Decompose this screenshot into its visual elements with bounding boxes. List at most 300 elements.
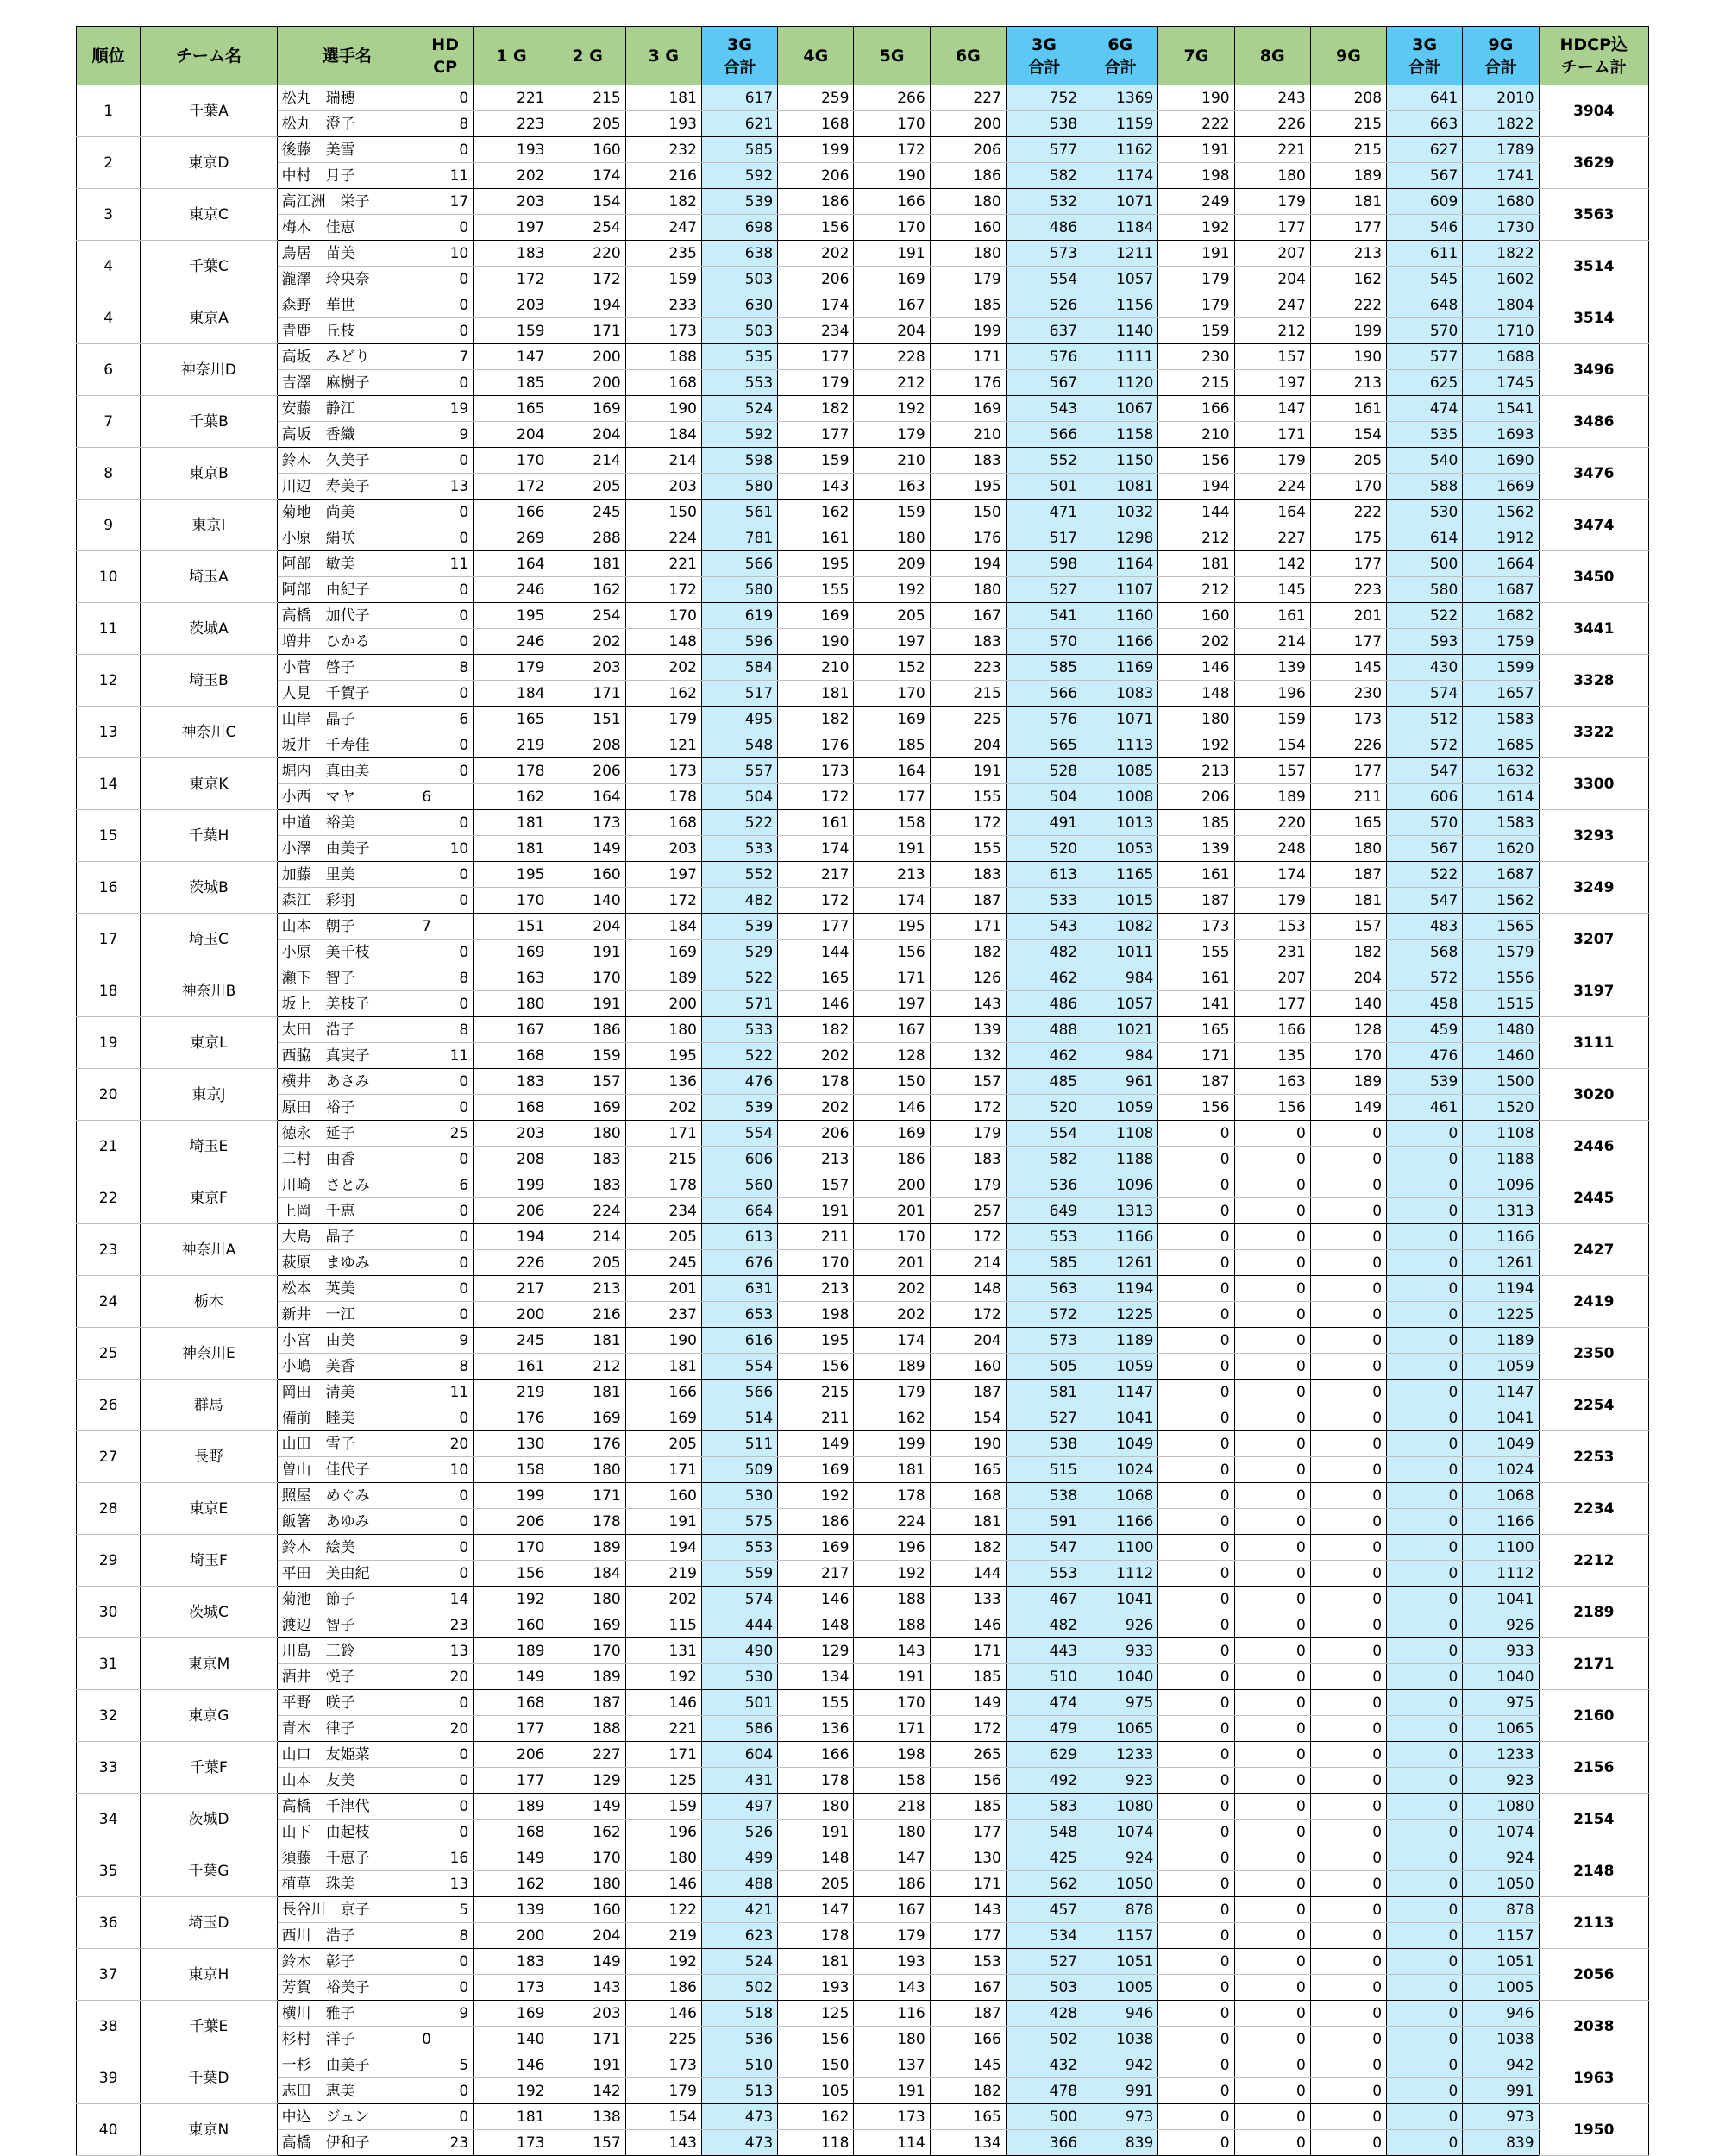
score-cell: 179 [930,1172,1006,1198]
score-cell: 157 [1310,914,1386,940]
rank-cell: 26 [77,1380,141,1431]
score-cell: 580 [1387,577,1463,603]
score-cell: 625 [1387,370,1463,396]
score-cell: 553 [701,1535,777,1561]
score-cell: 553 [1006,1561,1082,1587]
table-row [77,267,1649,292]
team-total-cell: 2156 [1539,1742,1648,1794]
score-cell: 0 [1158,1457,1234,1483]
score-cell: 492 [1006,1768,1082,1794]
score-cell: 173 [1310,707,1386,732]
score-cell: 219 [474,1380,549,1405]
team-name-cell: 埼玉E [141,1121,277,1172]
score-cell: 541 [1006,603,1082,629]
hdcp-cell: 13 [417,474,474,500]
player-name-cell: 小嶋 美香 [277,1354,417,1380]
score-cell: 1685 [1463,732,1539,758]
score-cell: 169 [778,1535,854,1561]
score-cell: 179 [625,707,701,732]
score-cell: 181 [625,85,701,111]
score-cell: 187 [549,1690,625,1716]
score-cell: 490 [701,1638,777,1664]
column-header: 3G 合計 [701,27,777,85]
rank-cell: 1 [77,85,141,137]
hdcp-cell: 0 [417,1742,474,1768]
score-cell: 142 [1234,551,1310,577]
score-cell: 116 [854,2001,930,2027]
score-cell: 235 [625,241,701,267]
hdcp-cell: 0 [417,862,474,888]
score-cell: 961 [1082,1069,1158,1095]
hdcp-cell: 20 [417,1431,474,1457]
score-cell: 191 [854,2078,930,2104]
score-cell: 231 [1234,940,1310,965]
score-cell: 575 [701,1509,777,1535]
score-cell: 169 [549,1405,625,1431]
hdcp-cell: 0 [417,448,474,474]
table-row [77,137,1649,163]
score-cell: 500 [1006,2104,1082,2130]
score-cell: 207 [1234,965,1310,991]
score-cell: 161 [778,810,854,836]
score-cell: 143 [778,474,854,500]
score-cell: 181 [778,681,854,707]
score-cell: 197 [1234,370,1310,396]
score-cell: 0 [1234,1664,1310,1690]
team-total-cell: 3514 [1539,241,1648,292]
table-row [77,189,1649,215]
player-name-cell: 照屋 めぐみ [277,1483,417,1509]
score-cell: 210 [930,422,1006,448]
table-row [77,422,1649,448]
hdcp-cell: 0 [417,681,474,707]
player-name-cell: 小菅 啓子 [277,655,417,681]
score-cell: 524 [701,396,777,422]
score-cell: 199 [778,137,854,163]
score-cell: 171 [549,681,625,707]
score-cell: 0 [1310,1587,1386,1612]
table-row [77,1664,1649,1690]
score-cell: 1008 [1082,784,1158,810]
score-cell: 530 [701,1664,777,1690]
score-cell: 593 [1387,629,1463,655]
score-cell: 195 [778,551,854,577]
player-name-cell: 松丸 瑞穂 [277,85,417,111]
hdcp-cell: 8 [417,1354,474,1380]
score-cell: 1111 [1082,344,1158,370]
table-row [77,1198,1649,1224]
score-cell: 176 [778,732,854,758]
hdcp-cell: 11 [417,163,474,189]
score-cell: 1225 [1463,1302,1539,1328]
hdcp-cell: 9 [417,1328,474,1354]
score-cell: 0 [1387,1638,1463,1664]
player-name-cell: 山本 友美 [277,1768,417,1794]
score-cell: 0 [1158,2078,1234,2104]
score-cell: 173 [474,2130,549,2156]
table-row [77,1897,1649,1923]
player-name-cell: 太田 浩子 [277,1017,417,1043]
score-cell: 1369 [1082,85,1158,111]
hdcp-cell: 0 [417,525,474,551]
score-cell: 1710 [1463,318,1539,344]
score-cell: 366 [1006,2130,1082,2156]
score-cell: 182 [1310,940,1386,965]
hdcp-cell: 6 [417,784,474,810]
score-cell: 169 [854,267,930,292]
score-cell: 1041 [1463,1587,1539,1612]
score-cell: 202 [625,1095,701,1121]
rank-cell: 4 [77,292,141,344]
score-cell: 200 [854,1172,930,1198]
player-name-cell: 川辺 寿美子 [277,474,417,500]
score-cell: 254 [549,215,625,241]
score-cell: 162 [778,500,854,525]
hdcp-cell: 7 [417,914,474,940]
score-cell: 149 [930,1690,1006,1716]
score-cell: 186 [778,189,854,215]
team-name-cell: 東京G [141,1690,277,1742]
score-cell: 179 [930,1121,1006,1147]
score-cell: 246 [474,577,549,603]
score-cell: 121 [625,732,701,758]
team-name-cell: 群馬 [141,1380,277,1431]
score-cell: 606 [1387,784,1463,810]
score-cell: 0 [1234,1923,1310,1949]
score-cell: 177 [930,1820,1006,1845]
score-cell: 183 [474,1949,549,1975]
player-name-cell: 松本 英美 [277,1276,417,1302]
score-cell: 181 [1310,189,1386,215]
score-cell: 984 [1082,965,1158,991]
score-cell: 177 [854,784,930,810]
score-cell: 0 [1158,1845,1234,1871]
score-cell: 522 [1387,862,1463,888]
score-cell: 169 [474,940,549,965]
score-cell: 214 [549,1224,625,1250]
score-cell: 206 [549,758,625,784]
score-cell: 1057 [1082,991,1158,1017]
score-cell: 1565 [1463,914,1539,940]
score-cell: 217 [778,1561,854,1587]
score-cell: 0 [1158,1612,1234,1638]
score-cell: 143 [854,1638,930,1664]
player-name-cell: 二村 由香 [277,1147,417,1172]
score-cell: 568 [1387,940,1463,965]
score-cell: 226 [1310,732,1386,758]
score-cell: 146 [1158,655,1234,681]
score-cell: 1015 [1082,888,1158,914]
score-cell: 147 [1234,396,1310,422]
score-cell: 611 [1387,241,1463,267]
score-cell: 458 [1387,991,1463,1017]
score-cell: 520 [1006,1095,1082,1121]
score-cell: 169 [854,707,930,732]
score-cell: 0 [1310,1509,1386,1535]
score-cell: 0 [1158,1328,1234,1354]
table-row [77,2130,1649,2156]
player-name-cell: 大島 晶子 [277,1224,417,1250]
score-cell: 215 [930,681,1006,707]
score-cell: 1664 [1463,551,1539,577]
score-cell: 501 [1006,474,1082,500]
score-cell: 158 [474,1457,549,1483]
score-cell: 171 [930,344,1006,370]
score-cell: 0 [1310,1250,1386,1276]
score-cell: 0 [1310,2078,1386,2104]
score-cell: 1100 [1082,1535,1158,1561]
score-cell: 150 [778,2052,854,2078]
score-cell: 529 [701,940,777,965]
table-row [77,1742,1649,1768]
score-cell: 1038 [1082,2027,1158,2052]
table-row [77,344,1649,370]
score-cell: 1053 [1082,836,1158,862]
score-cell: 0 [1387,1147,1463,1172]
score-cell: 154 [1234,732,1310,758]
score-cell: 577 [1006,137,1082,163]
score-cell: 183 [930,629,1006,655]
score-cell: 183 [549,1172,625,1198]
score-cell: 177 [930,1923,1006,1949]
team-name-cell: 東京A [141,292,277,344]
score-cell: 592 [701,163,777,189]
player-name-cell: 植草 珠美 [277,1871,417,1897]
score-cell: 161 [1234,603,1310,629]
score-cell: 193 [854,1949,930,1975]
score-cell: 1085 [1082,758,1158,784]
score-cell: 219 [625,1923,701,1949]
score-cell: 179 [930,267,1006,292]
score-cell: 1049 [1463,1431,1539,1457]
score-cell: 128 [854,1043,930,1069]
score-cell: 1759 [1463,629,1539,655]
score-cell: 159 [778,448,854,474]
score-cell: 156 [778,2027,854,2052]
table-row [77,914,1649,940]
score-cell: 206 [778,163,854,189]
score-cell: 174 [854,888,930,914]
score-cell: 0 [1310,2001,1386,2027]
score-cell: 619 [701,603,777,629]
player-name-cell: 高橋 千津代 [277,1794,417,1820]
table-row [77,1224,1649,1250]
score-cell: 528 [1006,758,1082,784]
hdcp-cell: 0 [417,810,474,836]
score-cell: 254 [549,603,625,629]
score-cell: 1166 [1082,1224,1158,1250]
team-name-cell: 神奈川E [141,1328,277,1380]
score-cell: 192 [625,1949,701,1975]
score-cell: 1687 [1463,577,1539,603]
hdcp-cell: 0 [417,500,474,525]
score-cell: 559 [701,1561,777,1587]
score-cell: 580 [701,474,777,500]
hdcp-cell: 0 [417,1069,474,1095]
score-cell: 1068 [1082,1483,1158,1509]
team-total-cell: 2148 [1539,1845,1648,1897]
score-cell: 225 [930,707,1006,732]
score-cell: 259 [778,85,854,111]
score-cell: 147 [778,1897,854,1923]
score-cell: 205 [549,1250,625,1276]
team-total-cell: 3328 [1539,655,1648,707]
score-cell: 502 [701,1975,777,2001]
score-cell: 164 [854,758,930,784]
score-cell: 170 [854,1224,930,1250]
score-cell: 212 [1158,577,1234,603]
score-cell: 975 [1082,1690,1158,1716]
table-row [77,370,1649,396]
score-cell: 182 [625,189,701,215]
score-cell: 1562 [1463,500,1539,525]
table-row [77,474,1649,500]
score-cell: 0 [1310,1871,1386,1897]
score-cell: 138 [549,2104,625,2130]
hdcp-cell: 23 [417,2130,474,2156]
score-cell: 200 [549,344,625,370]
score-cell: 539 [1387,1069,1463,1095]
score-cell: 146 [778,1587,854,1612]
hdcp-cell: 23 [417,1612,474,1638]
score-cell: 165 [474,396,549,422]
score-cell: 0 [1310,1820,1386,1845]
table-row [77,2027,1649,2052]
score-cell: 533 [701,836,777,862]
team-total-cell: 2419 [1539,1276,1648,1328]
score-cell: 1261 [1463,1250,1539,1276]
score-cell: 162 [549,577,625,603]
table-row [77,681,1649,707]
score-cell: 513 [701,2078,777,2104]
table-row [77,836,1649,862]
score-cell: 148 [625,629,701,655]
score-cell: 473 [701,2130,777,2156]
score-cell: 0 [1234,2130,1310,2156]
score-cell: 171 [854,1716,930,1742]
score-cell: 185 [1158,810,1234,836]
score-cell: 0 [1387,1923,1463,1949]
score-cell: 125 [778,2001,854,2027]
score-cell: 0 [1234,1250,1310,1276]
score-cell: 0 [1234,2027,1310,2052]
score-cell: 495 [701,707,777,732]
score-cell: 1690 [1463,448,1539,474]
score-cell: 125 [625,1768,701,1794]
team-total-cell: 2253 [1539,1431,1648,1483]
score-cell: 0 [1158,1380,1234,1405]
score-cell: 878 [1463,1897,1539,1923]
hdcp-cell: 0 [417,1483,474,1509]
score-cell: 214 [930,1250,1006,1276]
rank-cell: 23 [77,1224,141,1276]
table-row [77,1328,1649,1354]
score-cell: 571 [701,991,777,1017]
team-total-cell: 2171 [1539,1638,1648,1690]
score-cell: 585 [701,137,777,163]
rank-cell: 6 [77,344,141,396]
hdcp-cell: 11 [417,1380,474,1405]
rank-cell: 19 [77,1017,141,1069]
score-cell: 168 [474,1043,549,1069]
player-name-cell: 中道 裕美 [277,810,417,836]
score-cell: 202 [778,1043,854,1069]
score-cell: 181 [625,1354,701,1380]
team-name-cell: 長野 [141,1431,277,1483]
score-cell: 169 [930,396,1006,422]
score-cell: 0 [1234,1897,1310,1923]
score-cell: 0 [1234,2001,1310,2027]
score-cell: 1156 [1082,292,1158,318]
score-cell: 186 [854,1147,930,1172]
score-cell: 613 [701,1224,777,1250]
score-cell: 527 [1006,1949,1082,1975]
score-cell: 197 [625,862,701,888]
score-cell: 140 [474,2027,549,2052]
player-name-cell: 横井 あさみ [277,1069,417,1095]
column-header: 3G 合計 [1387,27,1463,85]
score-cell: 171 [930,1871,1006,1897]
score-cell: 518 [701,2001,777,2027]
score-cell: 180 [854,1820,930,1845]
score-cell: 0 [1234,1276,1310,1302]
hdcp-cell: 0 [417,2027,474,2052]
score-cell: 0 [1310,2130,1386,2156]
score-cell: 200 [474,1302,549,1328]
player-name-cell: 平田 美由紀 [277,1561,417,1587]
score-cell: 0 [1234,1198,1310,1224]
score-cell: 1313 [1463,1198,1539,1224]
hdcp-cell: 0 [417,292,474,318]
score-cell: 1049 [1082,1431,1158,1457]
score-cell: 186 [778,1509,854,1535]
score-cell: 216 [625,163,701,189]
player-name-cell: 岡田 清美 [277,1380,417,1405]
score-cell: 509 [701,1457,777,1483]
score-cell: 629 [1006,1742,1082,1768]
score-cell: 204 [854,318,930,344]
score-cell: 170 [1310,474,1386,500]
score-cell: 0 [1387,1845,1463,1871]
score-cell: 203 [549,2001,625,2027]
hdcp-cell: 8 [417,1017,474,1043]
score-cell: 204 [1234,267,1310,292]
score-cell: 169 [625,1405,701,1431]
score-cell: 1057 [1082,267,1158,292]
hdcp-cell: 5 [417,1897,474,1923]
score-cell: 172 [474,267,549,292]
score-cell: 164 [1234,500,1310,525]
score-cell: 159 [625,1794,701,1820]
score-cell: 177 [778,422,854,448]
score-cell: 195 [625,1043,701,1069]
score-cell: 169 [549,396,625,422]
rank-cell: 37 [77,1949,141,2001]
score-cell: 168 [778,111,854,137]
team-name-cell: 茨城A [141,603,277,655]
score-cell: 179 [854,1380,930,1405]
score-cell: 203 [625,836,701,862]
score-cell: 614 [1387,525,1463,551]
score-cell: 177 [1310,758,1386,784]
score-cell: 202 [625,1587,701,1612]
score-cell: 194 [930,551,1006,577]
table-row [77,1820,1649,1845]
score-cell: 0 [1158,1561,1234,1587]
table-row [77,551,1649,577]
score-cell: 167 [854,1017,930,1043]
score-cell: 249 [1158,189,1234,215]
